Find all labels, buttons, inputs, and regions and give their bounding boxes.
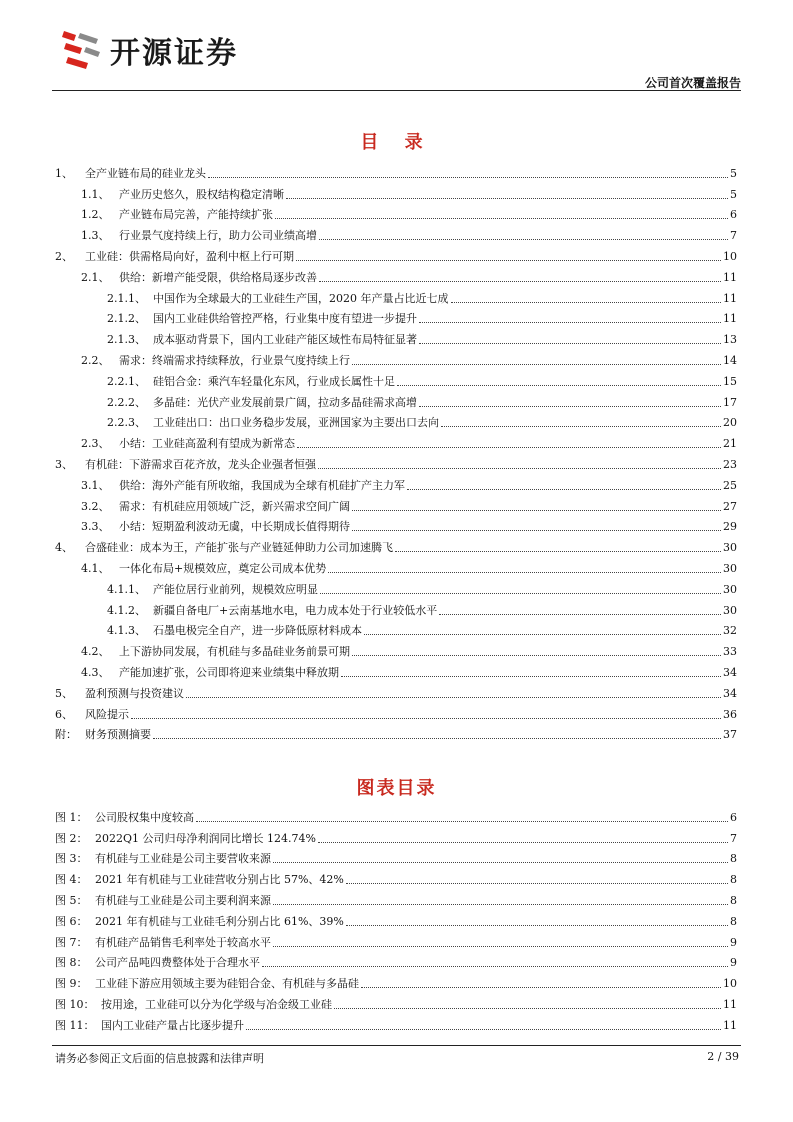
toc-entry[interactable] [55,202,737,223]
dot-leader [318,842,728,843]
page-ref: 20 [723,416,737,430]
figure-list-item[interactable] [55,908,737,929]
toc-entry-number: 5、 [55,686,73,700]
figure-number: 图 6： [55,914,88,928]
toc-entry-text: 中国作为全球最大的工业硅生产国，2020 年产量占比近七成 [153,291,449,305]
toc-entry-text: 财务预测摘要 [85,728,151,742]
toc-entry-number: 4.1.3、 [107,624,146,638]
page-ref: 11 [723,291,737,305]
footer-disclaimer: 请务必参阅正文后面的信息披露和法律声明 [55,1052,264,1065]
figure-number: 图 4： [55,873,88,887]
toc-entry-text: 硅铝合金：乘汽车轻量化东风，行业成长属性十足 [153,374,395,388]
toc-entry-number: 3.2、 [81,499,110,513]
toc-entry[interactable] [55,555,737,576]
toc-entry-number: 2.2.2、 [107,395,146,409]
toc-entry-number: 2.1.3、 [107,333,146,347]
page-ref: 6 [730,810,737,824]
toc-entry[interactable] [55,410,737,431]
toc-entry-text: 需求：有机硅应用领域广泛，新兴需求空间广阔 [119,499,350,513]
dot-leader [364,634,721,635]
figure-caption: 2021 年有机硅与工业硅毛利分别占比 61%、39% [95,914,344,928]
page-ref: 11 [723,1018,737,1032]
toc-entry-number: 1.1、 [81,187,110,201]
dot-leader [352,510,721,511]
page-ref: 5 [730,187,737,201]
figure-number: 图 8： [55,956,88,970]
toc-entry[interactable] [55,451,737,472]
page-ref: 34 [723,686,737,700]
figure-caption: 公司股权集中度较高 [95,810,194,824]
toc-entry-number: 2.1、 [81,270,110,284]
toc-entry[interactable] [55,306,737,327]
dot-leader [352,530,721,531]
figure-list-item[interactable] [55,846,737,867]
toc-entry-number: 4.3、 [81,665,110,679]
page-ref: 11 [723,997,737,1011]
page-ref: 11 [723,312,737,326]
toc-entry-text: 有机硅：下游需求百花齐放，龙头企业强者恒强 [85,457,316,471]
toc-entry-text: 产能位居行业前列，规模效应明显 [153,582,318,596]
figure-caption: 2021 年有机硅与工业硅营收分别占比 57%、42% [95,873,344,887]
page-ref: 13 [723,333,737,347]
dot-leader [320,593,721,594]
dot-leader [246,1029,721,1030]
toc-entry[interactable] [55,368,737,389]
toc-entry[interactable] [55,701,737,722]
dot-leader [273,946,728,947]
page-ref: 8 [730,914,737,928]
figure-number: 图 2： [55,831,88,845]
toc-entry[interactable] [55,222,737,243]
dot-leader [419,406,721,407]
figure-list-item[interactable] [55,887,737,908]
toc-entry-number: 1.2、 [81,208,110,222]
figure-list [55,804,737,1033]
dot-leader [286,198,728,199]
page-ref: 8 [730,893,737,907]
toc-entry[interactable] [55,722,737,743]
toc-entry-text: 小结：工业硅高盈利有望成为新常态 [119,437,295,451]
toc-entry-text: 产业历史悠久，股权结构稳定清晰 [119,187,284,201]
toc-entry-text: 需求：终端需求持续释放，行业景气度持续上行 [119,353,350,367]
toc-entry-text: 工业硅：供需格局向好，盈利中枢上行可期 [85,249,294,263]
toc-entry-number: 2.1.1、 [107,291,146,305]
toc-entry[interactable] [55,181,737,202]
toc-entry-text: 合盛硅业：成本为王，产能扩张与产业链延伸助力公司加速腾飞 [85,541,393,555]
toc-entry-number: 4、 [55,541,73,555]
dot-leader [352,655,721,656]
figure-caption: 国内工业硅产量占比逐步提升 [101,1018,244,1032]
dot-leader [334,1008,721,1009]
page-ref: 14 [723,353,737,367]
toc-entry[interactable] [55,638,737,659]
page-number: 2 / 39 [707,1050,739,1063]
toc-entry[interactable] [55,430,737,451]
toc-list [55,160,737,742]
dot-leader [275,218,728,219]
dot-leader [153,738,721,739]
dot-leader [273,904,728,905]
figure-caption: 有机硅产品销售毛利率处于较高水平 [95,935,271,949]
figure-caption: 按用途，工业硅可以分为化学级与冶金级工业硅 [101,997,332,1011]
toc-entry[interactable] [55,243,737,264]
page-ref: 33 [723,645,737,659]
toc-entry-number: 1、 [55,166,73,180]
page-ref: 11 [723,270,737,284]
toc-entry[interactable] [55,347,737,368]
toc-entry-text: 石墨电极完全自产，进一步降低原材料成本 [153,624,362,638]
page-ref: 30 [723,603,737,617]
page-ref: 34 [723,665,737,679]
page-ref: 25 [723,478,737,492]
dot-leader [407,489,721,490]
report-type-label: 公司首次覆盖报告 [644,76,741,90]
footer-divider [52,1045,741,1046]
figure-number: 图 1： [55,810,88,824]
figure-list-title: 图表目录 [356,778,437,799]
figure-list-item[interactable] [55,929,737,950]
toc-entry-text: 行业景气度持续上行，助力公司业绩高增 [119,229,317,243]
toc-entry[interactable] [55,514,737,535]
page-ref: 30 [723,541,737,555]
toc-entry-number: 6、 [55,707,73,721]
page-ref: 27 [723,499,737,513]
toc-entry-number: 附： [55,728,77,742]
figure-list-item[interactable] [55,825,737,846]
figure-list-item[interactable] [55,1012,737,1033]
toc-entry-number: 2、 [55,249,73,263]
toc-entry-text: 多晶硅：光伏产业发展前景广阔，拉动多晶硅需求高增 [153,395,417,409]
dot-leader [346,925,728,926]
toc-title: 目 录 [360,132,433,153]
figure-list-item[interactable] [55,950,737,971]
toc-entry[interactable] [55,597,737,618]
figure-caption: 工业硅下游应用领域主要为硅铝合金、有机硅与多晶硅 [95,977,359,991]
toc-entry-text: 一体化布局+规模效应，奠定公司成本优势 [119,561,327,575]
toc-entry[interactable] [55,326,737,347]
figure-number: 图 7： [55,935,88,949]
toc-entry-number: 2.2、 [81,353,110,367]
toc-entry-text: 供给：海外产能有所收缩，我国成为全球有机硅扩产主力军 [119,478,405,492]
dot-leader [341,676,721,677]
brand-name: 开源证券 [110,36,238,71]
toc-entry[interactable] [55,534,737,555]
toc-entry-text: 风险提示 [85,707,129,721]
toc-entry-text: 新疆自备电厂+云南基地水电，电力成本处于行业较低水平 [153,603,438,617]
page-ref: 10 [723,249,737,263]
dot-leader [273,862,728,863]
dot-leader [419,322,721,323]
toc-entry-number: 4.1.1、 [107,582,146,596]
dot-leader [319,239,728,240]
figure-number: 图 3： [55,852,88,866]
toc-entry-number: 2.2.3、 [107,416,146,430]
page-ref: 32 [723,624,737,638]
dot-leader [297,447,721,448]
dot-leader [196,821,728,822]
toc-entry[interactable] [55,618,737,639]
dot-leader [131,718,721,719]
toc-entry[interactable] [55,389,737,410]
page-ref: 6 [730,208,737,222]
toc-entry-number: 1.3、 [81,229,110,243]
page-ref: 29 [723,520,737,534]
figure-number: 图 9： [55,977,88,991]
figure-caption: 公司产品吨四费整体处于合理水平 [95,956,260,970]
figure-caption: 2022Q1 公司归母净利润同比增长 124.74% [95,831,316,845]
figure-caption: 有机硅与工业硅是公司主要营收来源 [95,852,271,866]
page-ref: 30 [723,561,737,575]
figure-list-item[interactable] [55,991,737,1012]
page-ref: 37 [723,728,737,742]
toc-entry-text: 产业链布局完善，产能持续扩张 [119,208,273,222]
page-ref: 8 [730,852,737,866]
dot-leader [419,343,721,344]
toc-entry-number: 3.3、 [81,520,110,534]
page-ref: 7 [730,229,737,243]
toc-entry[interactable] [55,264,737,285]
header-divider [52,90,741,91]
toc-entry-text: 国内工业硅供给管控严格，行业集中度有望进一步提升 [153,312,417,326]
page-header [0,0,793,92]
dot-leader [361,987,721,988]
page-ref: 5 [730,166,737,180]
figure-list-item[interactable] [55,866,737,887]
figure-number: 图 11： [55,1018,95,1032]
toc-entry[interactable] [55,285,737,306]
page-ref: 17 [723,395,737,409]
figure-list-item[interactable] [55,970,737,991]
toc-entry-number: 3.1、 [81,478,110,492]
toc-entry-text: 工业硅出口：出口业务稳步发展，亚洲国家为主要出口去向 [153,416,439,430]
figure-number: 图 10： [55,997,95,1011]
toc-entry[interactable] [55,493,737,514]
dot-leader [346,883,728,884]
dot-leader [439,614,721,615]
dot-leader [395,551,721,552]
page-ref: 23 [723,457,737,471]
toc-entry-number: 4.2、 [81,645,110,659]
page-ref: 21 [723,437,737,451]
toc-entry-text: 全产业链布局的硅业龙头 [85,166,206,180]
dot-leader [397,385,721,386]
dot-leader [451,302,722,303]
page-ref: 7 [730,831,737,845]
dot-leader [296,260,721,261]
dot-leader [318,468,721,469]
toc-entry[interactable] [55,659,737,680]
figure-list-item[interactable] [55,804,737,825]
dot-leader [328,572,721,573]
page-ref: 8 [730,873,737,887]
toc-entry-text: 小结：短期盈利波动无虞，中长期成长值得期待 [119,520,350,534]
dot-leader [186,697,721,698]
toc-entry-number: 2.1.2、 [107,312,146,326]
page-ref: 15 [723,374,737,388]
toc-entry-text: 上下游协同发展，有机硅与多晶硅业务前景可期 [119,645,350,659]
toc-entry[interactable] [55,576,737,597]
page-ref: 9 [730,935,737,949]
dot-leader [352,364,721,365]
toc-entry[interactable] [55,160,737,181]
page-ref: 30 [723,582,737,596]
dot-leader [319,281,721,282]
toc-entry-number: 2.3、 [81,437,110,451]
toc-entry-text: 供给：新增产能受限，供给格局逐步改善 [119,270,317,284]
page-ref: 9 [730,956,737,970]
toc-entry-number: 3、 [55,457,73,471]
brand-logo [62,28,238,72]
toc-entry-text: 产能加速扩张，公司即将迎来业绩集中释放期 [119,665,339,679]
toc-entry-number: 4.1、 [81,561,110,575]
dot-leader [262,966,728,967]
toc-entry-number: 2.2.1、 [107,374,146,388]
toc-entry-text: 盈利预测与投资建议 [85,686,184,700]
kaiyuan-logo-icon [62,29,102,71]
dot-leader [208,177,728,178]
toc-entry-text: 成本驱动背景下，国内工业硅产能区域性布局特征显著 [153,333,417,347]
toc-entry[interactable] [55,680,737,701]
page-ref: 10 [723,977,737,991]
figure-number: 图 5： [55,893,88,907]
page-ref: 36 [723,707,737,721]
toc-entry-number: 4.1.2、 [107,603,146,617]
dot-leader [441,426,721,427]
toc-entry[interactable] [55,472,737,493]
figure-caption: 有机硅与工业硅是公司主要利润来源 [95,893,271,907]
